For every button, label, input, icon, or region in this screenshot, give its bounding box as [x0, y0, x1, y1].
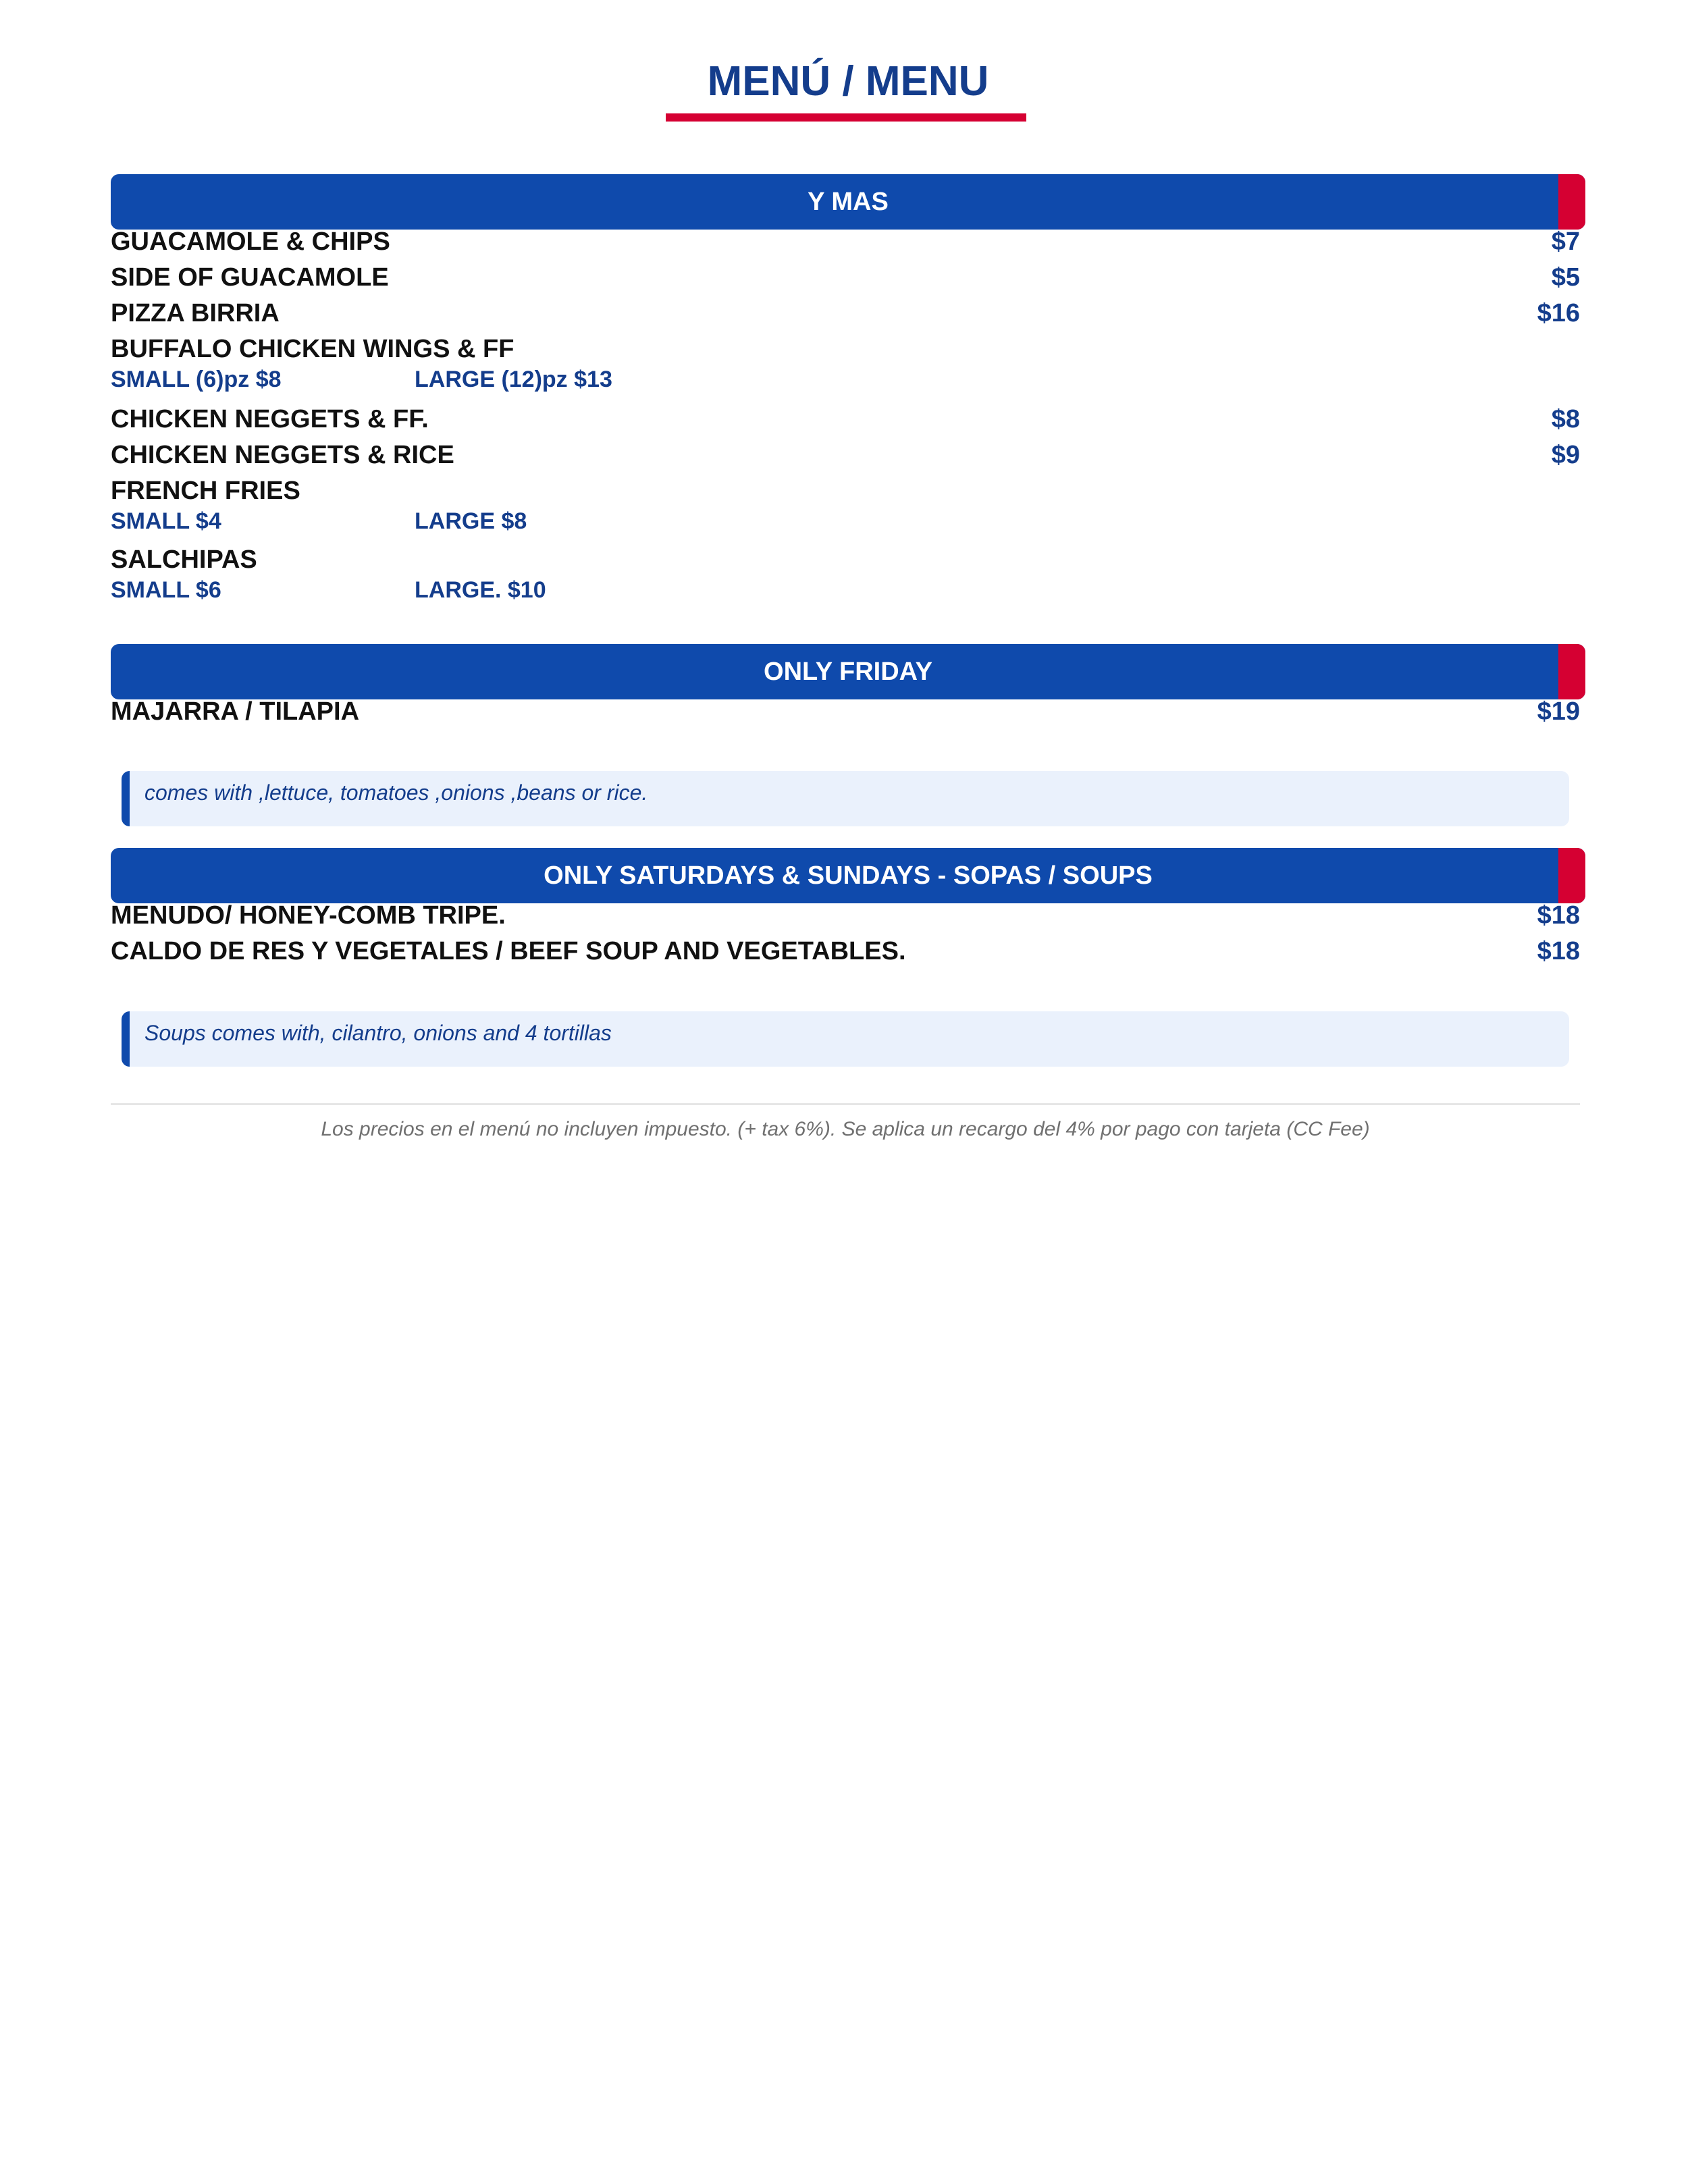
size-small: SMALL $6 [111, 577, 221, 603]
item-name: BUFFALO CHICKEN WINGS & FF [111, 335, 515, 363]
size-small: SMALL (6)pz $8 [111, 367, 282, 392]
item-size-options [111, 575, 1580, 605]
note-text: Soups comes with, cilantro, onions and 4 tortillas [144, 1021, 612, 1045]
menu-item [111, 331, 1580, 367]
item-price: $19 [1537, 697, 1580, 726]
item-size-options [111, 506, 1580, 536]
section-accent [1558, 848, 1585, 903]
section-title: ONLY SATURDAYS & SUNDAYS - SOPAS / SOUPS [544, 861, 1153, 890]
item-name: SIDE OF GUACAMOLE [111, 263, 389, 292]
item-name: SALCHIPAS [111, 545, 257, 574]
section-accent [1558, 644, 1585, 699]
note-accent-bar [122, 771, 130, 826]
size-small: SMALL $4 [111, 508, 221, 534]
section-header-y-mas [111, 174, 1585, 230]
menu-item [111, 473, 1580, 508]
item-name: CHICKEN NEGGETS & FF. [111, 405, 429, 433]
menu-item [111, 542, 1580, 577]
item-name: CALDO DE RES Y VEGETALES / BEEF SOUP AND VEGETABLES. [111, 937, 906, 965]
size-large: LARGE (12)pz $13 [415, 367, 612, 392]
menu-item [111, 402, 1580, 437]
item-name: GUACAMOLE & CHIPS [111, 228, 390, 256]
item-price: $8 [1551, 405, 1580, 433]
page-title: MENÚ / MENU [707, 58, 989, 105]
section-title: Y MAS [808, 188, 889, 216]
item-name: PIZZA BIRRIA [111, 299, 280, 327]
menu-item [111, 224, 1580, 259]
item-name: CHICKEN NEGGETS & RICE [111, 441, 454, 469]
menu-item [111, 437, 1580, 473]
item-name: FRENCH FRIES [111, 477, 300, 505]
size-large: LARGE. $10 [415, 577, 546, 603]
menu-item [111, 934, 1580, 969]
item-price: $9 [1551, 441, 1580, 469]
item-price: $18 [1537, 901, 1580, 930]
note-accent-bar [122, 1011, 130, 1067]
section-note [122, 1011, 1569, 1067]
item-price: $18 [1537, 937, 1580, 965]
section-note [122, 771, 1569, 826]
section-header-weekend-soups [111, 848, 1585, 903]
item-price: $7 [1551, 228, 1580, 256]
size-large: LARGE $8 [415, 508, 527, 534]
item-name: MAJARRA / TILAPIA [111, 697, 360, 726]
note-text: comes with ,lettuce, tomatoes ,onions ,beans or rice. [144, 780, 648, 805]
menu-item [111, 898, 1580, 933]
section-title: ONLY FRIDAY [764, 658, 932, 686]
footer-disclaimer: Los precios en el menú no incluyen impuesto. (+ tax 6%). Se aplica un recargo del 4% por pago con tarjeta (CC Fee) [321, 1118, 1370, 1140]
section-header-only-friday [111, 644, 1585, 699]
item-size-options [111, 365, 1580, 394]
footer-divider [111, 1103, 1580, 1105]
menu-item [111, 694, 1580, 729]
item-price: $5 [1551, 263, 1580, 292]
item-price: $16 [1537, 299, 1580, 327]
item-name: MENUDO/ HONEY-COMB TRIPE. [111, 901, 506, 930]
menu-item [111, 260, 1580, 295]
title-underline [666, 113, 1026, 122]
menu-item [111, 296, 1580, 331]
section-accent [1558, 174, 1585, 230]
